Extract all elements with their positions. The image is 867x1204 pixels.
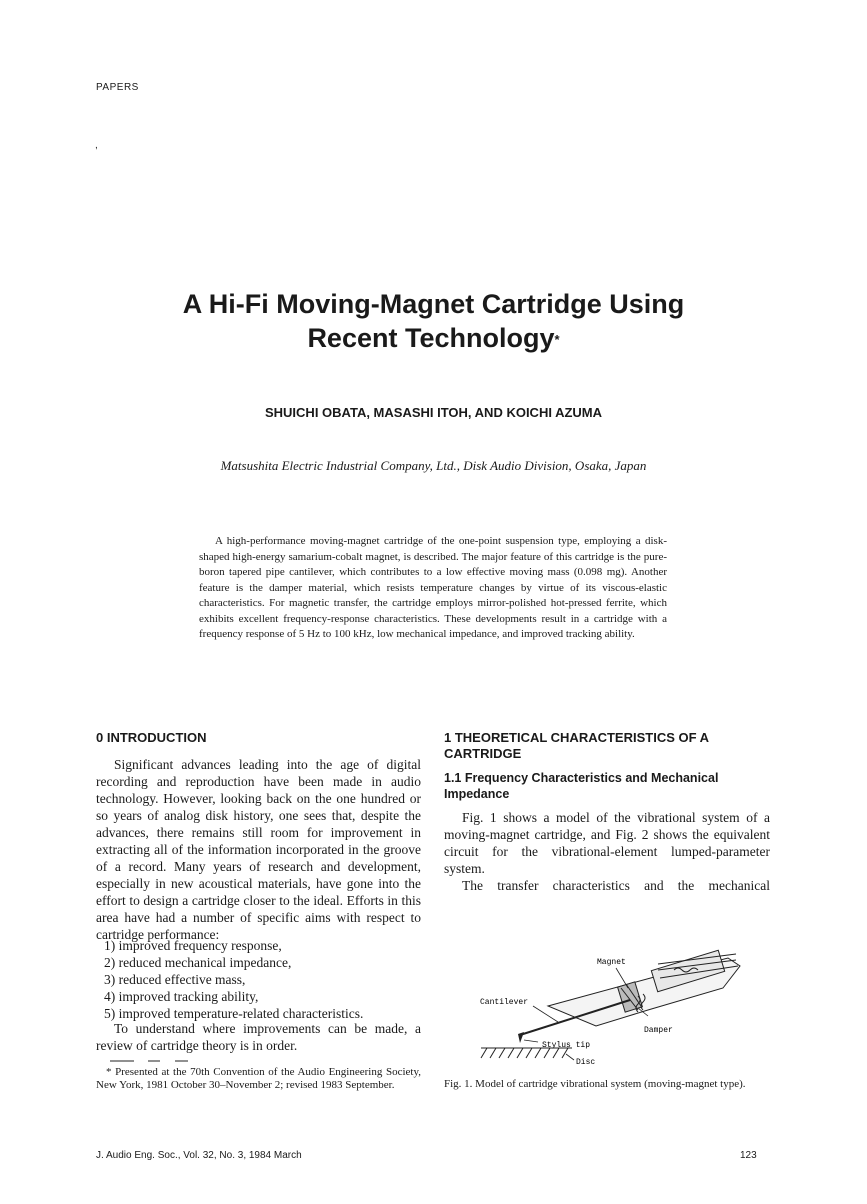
list-item: 3) reduced effective mass, [104,972,246,987]
paper-title [0,287,867,355]
subsection-paragraph-1: Fig. 1 shows a model of the vibrational system of a moving-magnet cartridge, and Fig. 2 shows the equivalent circuit for the vibrational-element lumped-parameter system. [444,810,770,876]
introduction-closing: To understand where improvements can be made, a review of cartridge theory is in order. [96,1021,421,1053]
list-item: 2) reduced mechanical impedance, [104,955,292,970]
subsection-paragraph-2: The transfer characteristics and the mechanical [462,878,770,893]
title-line-2: Recent Technology [307,323,555,353]
abstract: A high-performance moving-magnet cartridge of the one-point suspension type, employing a disk-shaped high-energy samarium-cobalt magnet, is described. The major feature of this cartridge is the pure-boron tapered pipe cantilever, which contributes to a low effective moving mass (0.098 mg). Another feature is the damper material, which resists temperature changes by virtue of its viscous-elastic characteristics. For magnetic transfer, the cartridge employs mirror-polished hot-pressed ferrite, which exhibits excellent frequency-response characteristics. These developments result in a cartridge with a frequency response of 5 Hz to 100 kHz, low mechanical impedance, and improved tracking ability. [199,535,667,640]
label-cantilever: Cantilever [480,998,529,1007]
label-disc: Disc [576,1058,596,1067]
affiliation: Matsushita Electric Industrial Company, Ltd., Disk Audio Division, Osaka, Japan [220,458,647,473]
section-heading-theoretical: 1 THEORETICAL CHARACTERISTICS OF A CARTRIDGE [444,730,709,761]
list-item: 5) improved temperature-related characteristics. [104,1006,364,1021]
label-magnet: Magnet [597,958,626,967]
running-header: PAPERS [96,82,139,93]
label-damper: Damper [644,1026,673,1035]
subsection-heading-frequency: 1.1 Frequency Characteristics and Mechanical Impedance [444,771,719,801]
page-number: 123 [740,1150,757,1161]
label-stylus-tip: Stylus tip [542,1041,591,1050]
list-item: 4) improved tracking ability, [104,989,259,1004]
title-line-1: A Hi-Fi Moving-Magnet Cartridge Using [182,289,685,319]
title-footnote-marker: * [554,332,560,347]
author-list: SHUICHI OBATA, MASASHI ITOH, AND KOICHI AZUMA [264,405,603,420]
cartridge-body [548,950,740,1026]
stray-mark: , [95,140,98,151]
footer-citation: J. Audio Eng. Soc., Vol. 32, No. 3, 1984 March [96,1150,302,1161]
introduction-paragraph: Significant advances leading into the age of digital recording and reproduction have been made in audio technology. However, looking back on the one hundred or so years of analog disk history, one sees that, despite the advances, there remains still room for improvement in extracting all of the information incorporated in the groove of a record. Many years of research and development, especially in new acoustical materials, have gone into the effort to design a cartridge closer to the ideal. Efforts in this area have had a number of specific aims with respect to cartridge performance: [96,757,421,942]
section-heading-introduction: 0 INTRODUCTION [96,730,207,745]
footnote: * Presented at the 70th Convention of the Audio Engineering Society, New York, 1981 October 30–November 2; revised 1983 September. [96,1066,421,1091]
aims-list [96,937,421,1022]
stylus-tip-shape [518,1032,524,1043]
list-item: 1) improved frequency response, [104,938,282,953]
footnote-rule [110,1056,195,1066]
figure-1-caption: Fig. 1. Model of cartridge vibrational system (moving-magnet type). [444,1078,746,1090]
figure-1-diagram [478,948,748,1070]
